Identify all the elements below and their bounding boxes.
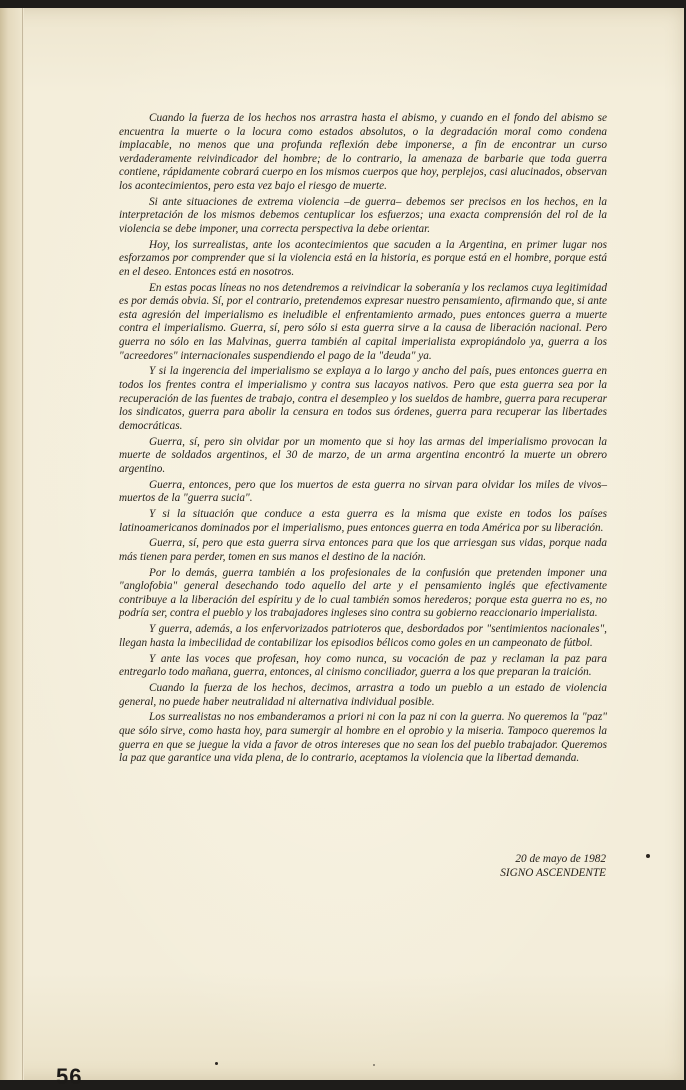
ink-speck [215,1062,218,1065]
ink-speck [373,1064,375,1066]
ink-speck [646,854,650,858]
page-number: 56 [56,1064,83,1089]
signature-block [500,852,606,880]
signature-name: SIGNO ASCENDENTE [500,867,606,879]
paragraph-13: Cuando la fuerza de los hechos, decimos, arrastra a todo un pueblo a un estado de violencia general, no puede haber neutralidad ni alternativa individual posible. [119,682,607,708]
paragraph-4: En estas pocas líneas no nos detendremos a reivindicar la soberanía y los reclamos cuya legitimidad es por demás obvia. Sí, por el contrario, pretendemos expresar nuestro pensamiento, afirmando que, si ante esta agresión del imperialismo es ineludible el enfrentamiento armado, pues entonces guerra a muerte contra el imperialismo. Guerra, sí, pero sólo si esta guerra sirve a la causa de liberación nacional. Pero guerra no sólo en las Malvinas, guerra también al capital imperialista expropiándolo ya, guerra a los "acreedores" internacionales suspendiendo el pago de la "deuda" ya. [119,281,607,362]
signature-date: 20 de mayo de 1982 [515,853,606,865]
manifesto-text [119,112,607,768]
paragraph-7: Guerra, entonces, pero que los muertos de esta guerra no sirvan para olvidar los miles de vivos–muertos de la "guerra sucia". [119,478,607,505]
binding-edge [0,8,24,1080]
paragraph-10: Por lo demás, guerra también a los profesionales de la confusión que pretenden imponer una "anglofobia" general desechando todo aquello del arte y el pensamiento inglés que efectivamente contribuye a la liberación del espíritu y de lo cual también somos herederos; porque esta guerra no es, no podría ser, contra el pueblo y los trabajadores ingleses sino contra su gobierno reaccionario imperialista. [119,566,607,620]
paragraph-12: Y ante las voces que profesan, hoy como nunca, su vocación de paz y reclaman la paz para entregarlo todo mañana, guerra, entonces, al cinismo conciliador, guerra a los que preparan la traición. [119,652,607,679]
paragraph-5: Y si la ingerencia del imperialismo se explaya a lo largo y ancho del país, pues entonces guerra en todos los frentes contra el imperialismo y contra sus lacayos nativos. Pero que esta guerra sea por la recuperación de las fuentes de trabajo, contra el desempleo y los sueldos de hambre, guerra para recuperar los sindicatos, guerra para abolir la censura en todos sus órdenes, guerra para recuperar las libertades democráticas. [119,365,607,432]
paragraph-2: Si ante situaciones de extrema violencia –de guerra– debemos ser precisos en los hechos, en la interpretación de los mismos debemos centuplicar los esfuerzos; una exacta comprensión del rol de la violencia se debe imponer, una correcta perspectiva la debe orientar. [119,195,607,235]
paragraph-11: Y guerra, además, a los enfervorizados patrioteros que, desbordados por "sentimientos nacionales", llegan hasta la imbecilidad de contabilizar los episodios bélicos como goles en un campeonato de fútbol. [119,623,607,649]
paragraph-14: Los surrealistas no nos embanderamos a priori ni con la paz ni con la guerra. No queremos la "paz" que sólo sirve, como hasta hoy, para sumergir al hombre en el oprobio y la miseria. Tampoco queremos la guerra en que se juegue la vida a favor de otros intereses que no sean los del pueblo trabajador. Queremos la paz que garantice una vida plena, de lo contrario, aceptamos la violencia que la libertad demanda. [119,711,607,765]
paragraph-3: Hoy, los surrealistas, ante los acontecimientos que sacuden a la Argentina, en primer lugar nos esforzamos por comprender que si la violencia está en la historia, es porque está en el hombre, porque está en el deseo. Entonces está en nosotros. [119,238,607,278]
paragraph-1: Cuando la fuerza de los hechos nos arrastra hasta el abismo, y cuando en el fondo del abismo se encuentra la muerte o la locura como estados absolutos, o la degradación moral como condena implacable, no menos que una profunda reflexión debe imponerse, a fin de encontrar un curso verdaderamente reivindicador del hombre; de lo contrario, la amenaza de barbarie que toda guerra contiene, rápidamente cobrará cuerpo en los mismos cuerpos que hoy, perplejos, casi alucinados, observan los acontecimientos, pero esta vez bajo el riesgo de muerte. [119,112,607,192]
paragraph-9: Guerra, sí, pero que esta guerra sirva entonces para que los que arriesgan sus vidas, porque nada más tienen para perder, tomen en sus manos el destino de la nación. [119,537,607,563]
paragraph-8: Y si la situación que conduce a esta guerra es la misma que existe en todos los países latinoamericanos dominados por el imperialismo, pues entonces guerra en toda América por su liberación. [119,507,607,534]
binding-crease [22,8,23,1080]
paragraph-6: Guerra, sí, pero sin olvidar por un momento que si hoy las armas del imperialismo provocan la muerte de soldados argentinos, el 30 de marzo, de un arma argentina encontró la muerte un obrero argentino. [119,435,607,475]
